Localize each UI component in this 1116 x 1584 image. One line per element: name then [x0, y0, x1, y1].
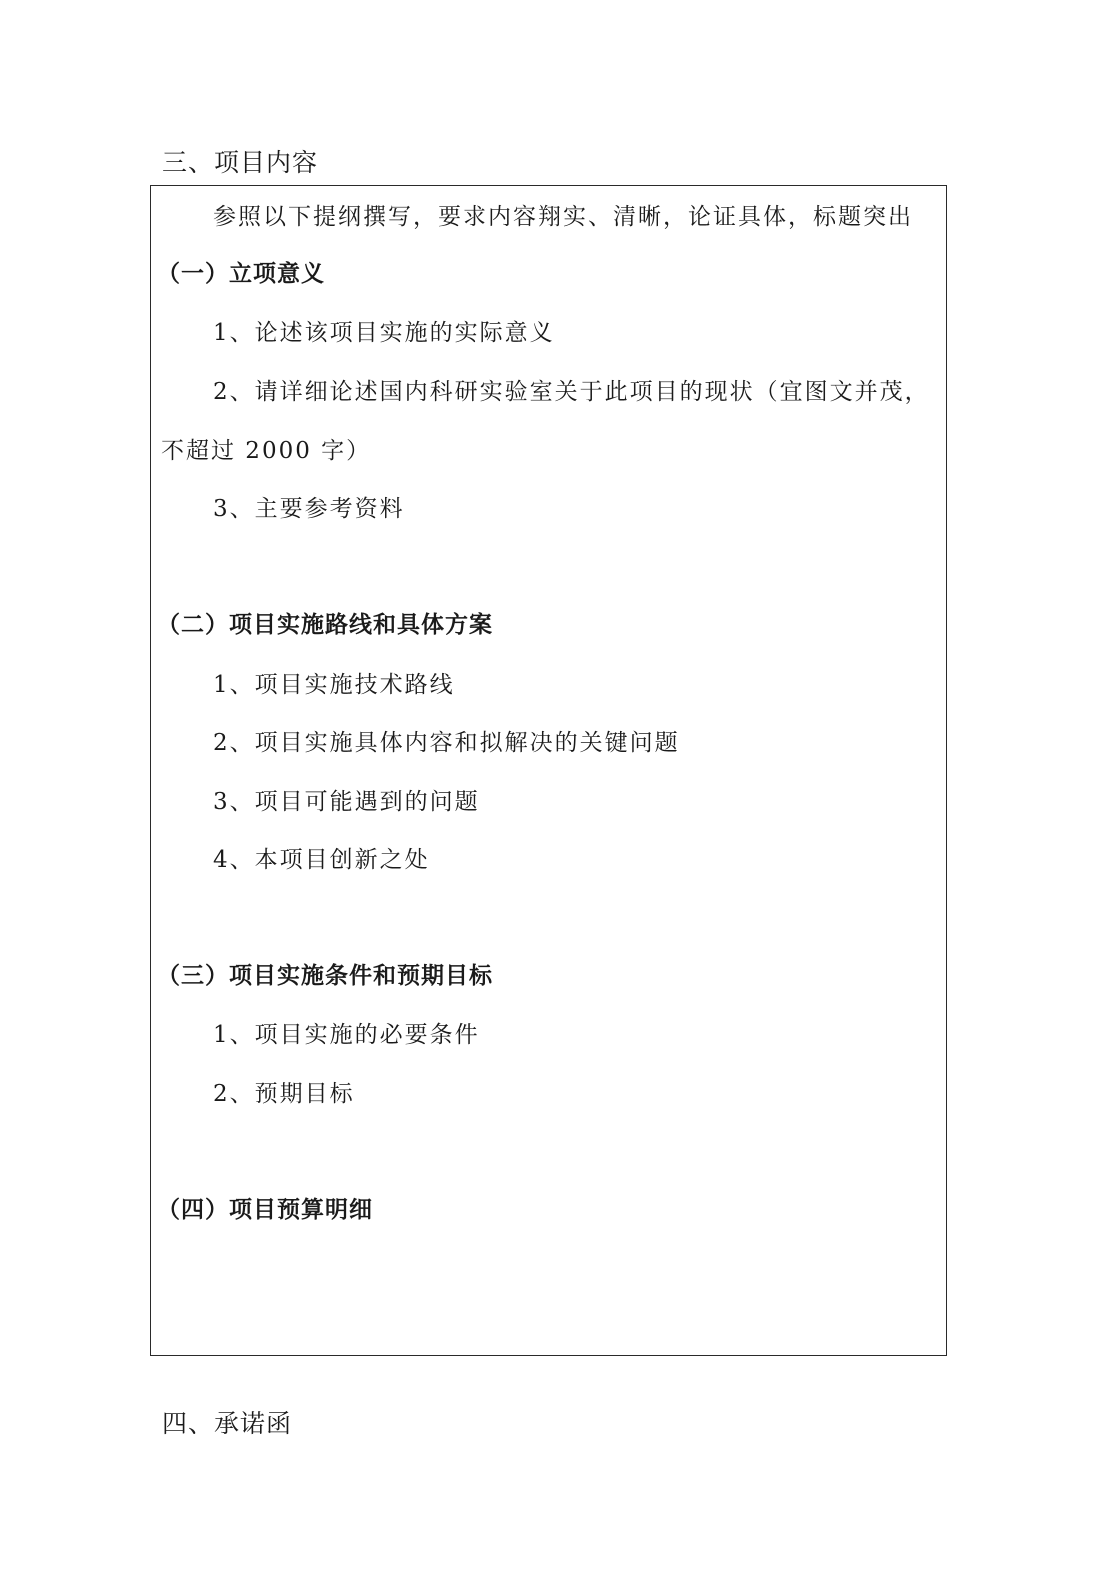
part-2-item-4: 4、本项目创新之处	[213, 847, 430, 873]
part-3-heading: （三）项目实施条件和预期目标	[157, 963, 493, 989]
part-2-item-1: 1、项目实施技术路线	[213, 672, 455, 698]
project-content-box	[150, 185, 947, 1356]
part-2-heading: （二）项目实施路线和具体方案	[157, 612, 493, 638]
part-1-item-3: 3、主要参考资料	[213, 496, 405, 522]
part-1-item-1: 1、论述该项目实施的实际意义	[213, 320, 555, 346]
intro-text: 参照以下提纲撰写，要求内容翔实、清晰，论证具体，标题突出	[213, 204, 913, 230]
part-2-item-2: 2、项目实施具体内容和拟解决的关键问题	[213, 730, 680, 756]
part-1-item-2: 2、请详细论述国内科研实验室关于此项目的现状（宜图文并茂，	[213, 379, 930, 405]
section-3-title: 三、项目内容	[162, 148, 319, 177]
part-3-item-1: 1、项目实施的必要条件	[213, 1022, 480, 1048]
part-1-heading: （一）立项意义	[157, 261, 325, 287]
part-3-item-2: 2、预期目标	[213, 1081, 355, 1107]
part-4-heading: （四）项目预算明细	[157, 1197, 373, 1223]
part-1-item-2-cont: 不超过 2000 字）	[161, 438, 372, 464]
part-2-item-3: 3、项目可能遇到的问题	[213, 789, 480, 815]
section-4-title: 四、承诺函	[162, 1409, 293, 1438]
